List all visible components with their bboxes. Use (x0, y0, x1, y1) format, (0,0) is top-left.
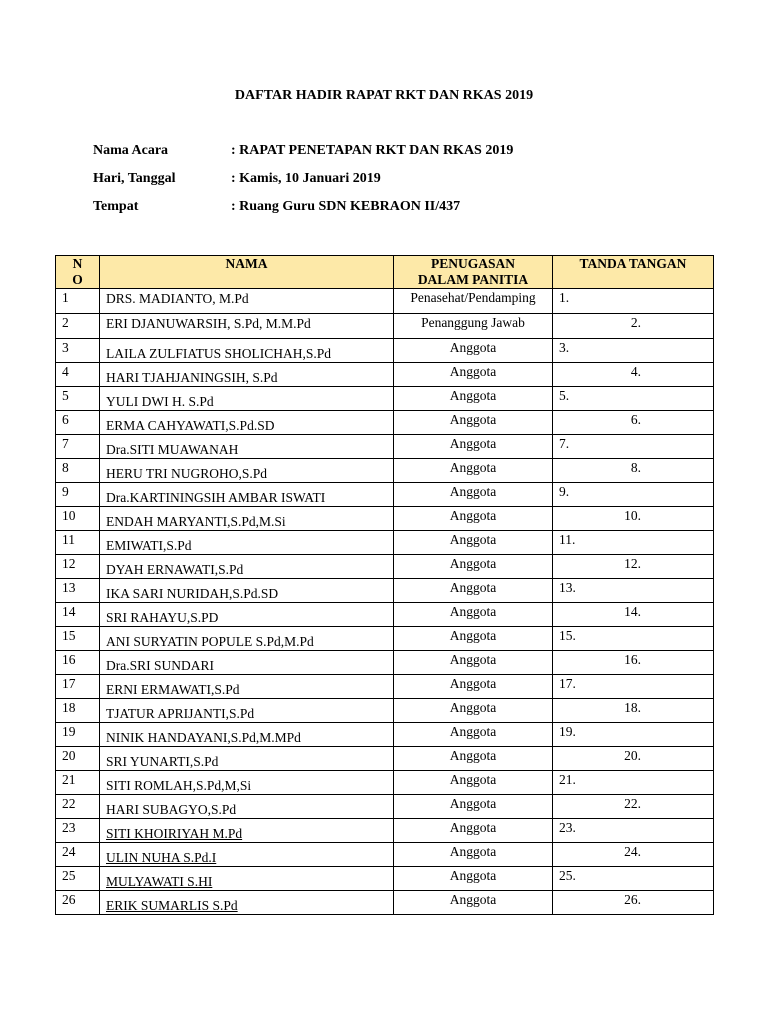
table-row (56, 339, 714, 363)
row-assignment: Anggota (394, 387, 553, 411)
row-signature: 8. (553, 459, 714, 483)
table-row (56, 675, 714, 699)
header-penugasan: PENUGASAN DALAM PANITIA (394, 256, 553, 289)
row-signature: 5. (553, 387, 714, 411)
row-signature: 2. (553, 314, 714, 339)
row-signature: 23. (553, 819, 714, 843)
row-assignment: Anggota (394, 579, 553, 603)
row-signature: 10. (553, 507, 714, 531)
row-signature: 11. (553, 531, 714, 555)
table-row (56, 627, 714, 651)
row-number: 9 (56, 483, 100, 507)
row-signature: 14. (553, 603, 714, 627)
row-name: TJATUR APRIJANTI,S.Pd (100, 699, 394, 723)
row-name-text: ERIK SUMARLIS S.Pd (106, 898, 238, 913)
row-assignment: Anggota (394, 483, 553, 507)
row-assignment: Anggota (394, 675, 553, 699)
row-assignment: Anggota (394, 411, 553, 435)
row-assignment: Anggota (394, 603, 553, 627)
row-assignment: Anggota (394, 891, 553, 915)
row-signature: 17. (553, 675, 714, 699)
row-number: 4 (56, 363, 100, 387)
table-row (56, 579, 714, 603)
row-name: ENDAH MARYANTI,S.Pd,M.Si (100, 507, 394, 531)
row-signature: 24. (553, 843, 714, 867)
row-assignment: Anggota (394, 435, 553, 459)
table-row (56, 723, 714, 747)
table-row (56, 387, 714, 411)
row-signature: 13. (553, 579, 714, 603)
row-signature: 25. (553, 867, 714, 891)
table-row (56, 699, 714, 723)
row-name: Dra.SRI SUNDARI (100, 651, 394, 675)
row-name: SRI YUNARTI,S.Pd (100, 747, 394, 771)
info-value: : Kamis, 10 Januari 2019 (231, 171, 381, 186)
row-number: 25 (56, 867, 100, 891)
row-assignment: Anggota (394, 747, 553, 771)
row-signature: 12. (553, 555, 714, 579)
table-row (56, 289, 714, 314)
info-label: Hari, Tanggal (93, 171, 176, 186)
row-name: Dra.SITI MUAWANAH (100, 435, 394, 459)
row-assignment: Anggota (394, 795, 553, 819)
row-number: 11 (56, 531, 100, 555)
row-assignment: Anggota (394, 867, 553, 891)
row-name-text: SITI KHOIRIYAH M.Pd (106, 826, 243, 841)
table-row (56, 483, 714, 507)
row-signature: 18. (553, 699, 714, 723)
table-row (56, 651, 714, 675)
info-label: Tempat (93, 199, 139, 214)
table-header-row (56, 256, 714, 289)
row-name: SITI ROMLAH,S.Pd,M,Si (100, 771, 394, 795)
row-number: 20 (56, 747, 100, 771)
row-number: 14 (56, 603, 100, 627)
table-row (56, 843, 714, 867)
row-number: 15 (56, 627, 100, 651)
row-signature: 7. (553, 435, 714, 459)
row-number: 1 (56, 289, 100, 314)
header-no: N O (56, 256, 100, 289)
row-assignment: Anggota (394, 555, 553, 579)
table-row (56, 747, 714, 771)
row-name: NINIK HANDAYANI,S.Pd,M.MPd (100, 723, 394, 747)
row-name: YULI DWI H. S.Pd (100, 387, 394, 411)
row-name: HARI TJAHJANINGSIH, S.Pd (100, 363, 394, 387)
row-name: DRS. MADIANTO, M.Pd (100, 289, 394, 314)
row-assignment: Penanggung Jawab (394, 314, 553, 339)
table-row (56, 867, 714, 891)
info-row-nama-acara (93, 143, 513, 159)
row-name: SRI RAHAYU,S.PD (100, 603, 394, 627)
row-name: EMIWATI,S.Pd (100, 531, 394, 555)
row-name: LAILA ZULFIATUS SHOLICHAH,S.Pd (100, 339, 394, 363)
row-name: ERNI ERMAWATI,S.Pd (100, 675, 394, 699)
row-assignment: Anggota (394, 819, 553, 843)
row-assignment: Anggota (394, 843, 553, 867)
row-signature: 19. (553, 723, 714, 747)
row-signature: 16. (553, 651, 714, 675)
table-row (56, 819, 714, 843)
row-number: 8 (56, 459, 100, 483)
row-number: 7 (56, 435, 100, 459)
document-title: DAFTAR HADIR RAPAT RKT DAN RKAS 2019 (234, 88, 534, 103)
row-name (100, 819, 394, 843)
row-assignment: Anggota (394, 459, 553, 483)
row-signature: 3. (553, 339, 714, 363)
table-row (56, 795, 714, 819)
row-signature: 4. (553, 363, 714, 387)
row-assignment: Anggota (394, 627, 553, 651)
row-number: 5 (56, 387, 100, 411)
row-signature: 9. (553, 483, 714, 507)
row-signature: 21. (553, 771, 714, 795)
row-number: 3 (56, 339, 100, 363)
row-name: HARI SUBAGYO,S.Pd (100, 795, 394, 819)
info-value: : Ruang Guru SDN KEBRAON II/437 (231, 199, 461, 214)
row-name: DYAH ERNAWATI,S.Pd (100, 555, 394, 579)
table-row (56, 507, 714, 531)
info-row-tempat (93, 199, 460, 215)
row-name (100, 843, 394, 867)
table-row (56, 363, 714, 387)
row-name: ERMA CAHYAWATI,S.Pd.SD (100, 411, 394, 435)
row-number: 6 (56, 411, 100, 435)
table-row (56, 314, 714, 339)
row-assignment: Anggota (394, 531, 553, 555)
row-assignment: Anggota (394, 507, 553, 531)
row-number: 13 (56, 579, 100, 603)
table-row (56, 555, 714, 579)
row-number: 19 (56, 723, 100, 747)
row-name (100, 891, 394, 915)
row-name: Dra.KARTININGSIH AMBAR ISWATI (100, 483, 394, 507)
row-signature: 15. (553, 627, 714, 651)
row-number: 17 (56, 675, 100, 699)
row-name-text: MULYAWATI S.HI (106, 874, 213, 889)
table-row (56, 411, 714, 435)
row-name-text: ULIN NUHA S.Pd.I (106, 850, 217, 865)
row-name: HERU TRI NUGROHO,S.Pd (100, 459, 394, 483)
table-row (56, 531, 714, 555)
table-row (56, 771, 714, 795)
row-assignment: Anggota (394, 363, 553, 387)
row-name: ANI SURYATIN POPULE S.Pd,M.Pd (100, 627, 394, 651)
info-value: : RAPAT PENETAPAN RKT DAN RKAS 2019 (231, 143, 514, 158)
row-name: ERI DJANUWARSIH, S.Pd, M.M.Pd (100, 314, 394, 339)
row-assignment: Anggota (394, 771, 553, 795)
row-number: 24 (56, 843, 100, 867)
info-row-hari-tanggal (93, 171, 381, 187)
row-number: 26 (56, 891, 100, 915)
row-name: IKA SARI NURIDAH,S.Pd.SD (100, 579, 394, 603)
table-row (56, 435, 714, 459)
attendance-table (55, 255, 714, 915)
row-number: 10 (56, 507, 100, 531)
row-signature: 22. (553, 795, 714, 819)
row-assignment: Penasehat/Pendamping (394, 289, 553, 314)
row-name (100, 867, 394, 891)
row-number: 18 (56, 699, 100, 723)
table-row (56, 459, 714, 483)
row-number: 21 (56, 771, 100, 795)
row-assignment: Anggota (394, 339, 553, 363)
row-assignment: Anggota (394, 651, 553, 675)
row-signature: 6. (553, 411, 714, 435)
row-signature: 26. (553, 891, 714, 915)
row-number: 22 (56, 795, 100, 819)
header-tanda-tangan: TANDA TANGAN (553, 256, 714, 289)
row-assignment: Anggota (394, 699, 553, 723)
row-number: 23 (56, 819, 100, 843)
row-signature: 20. (553, 747, 714, 771)
table-row (56, 891, 714, 915)
table-row (56, 603, 714, 627)
row-signature: 1. (553, 289, 714, 314)
row-number: 12 (56, 555, 100, 579)
row-number: 2 (56, 314, 100, 339)
header-nama: NAMA (100, 256, 394, 289)
table-body (56, 289, 714, 915)
row-number: 16 (56, 651, 100, 675)
row-assignment: Anggota (394, 723, 553, 747)
info-label: Nama Acara (93, 143, 169, 158)
